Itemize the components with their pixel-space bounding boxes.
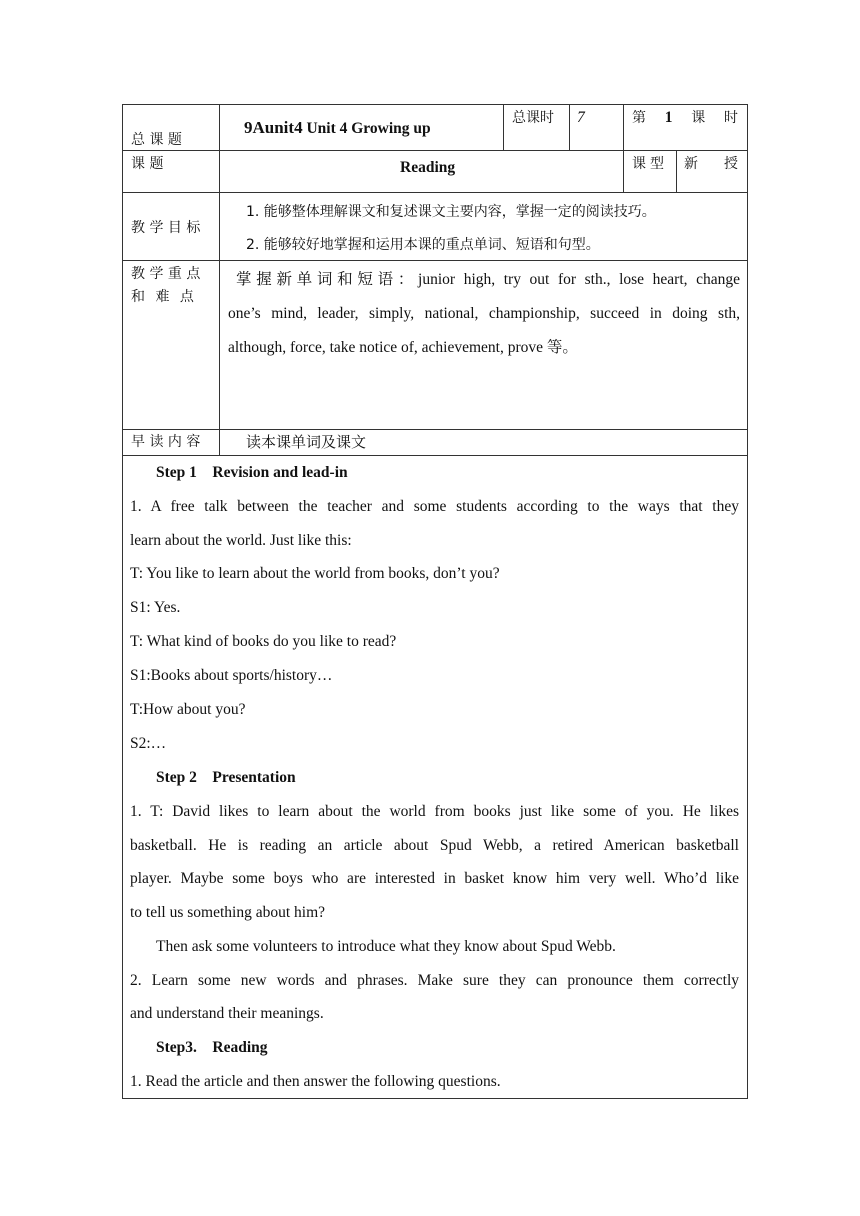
objective-item: 2. 能够较好地掌握和运用本课的重点单词、短语和句型。: [246, 237, 600, 253]
lesson-number-unit-shi: 时: [724, 110, 738, 126]
lesson-number-prefix: 第: [632, 110, 646, 126]
key-points-label-line1: 教 学 重 点: [131, 266, 201, 282]
total-topic-label-text: 总 课 题: [131, 132, 182, 148]
step2-paragraph-line: and understand their meanings.: [130, 1005, 324, 1022]
objectives-label: 教 学 目 标: [131, 220, 201, 236]
objective-item: 1. 能够整体理解课文和复述课文主要内容，掌握一定的阅读技巧。: [246, 204, 656, 220]
row-divider: [122, 429, 748, 430]
step2-paragraph-line: 1. T: David likes to learn about the world from books just like some of you. He likes: [130, 803, 739, 820]
step2-paragraph-line: player. Maybe some boys who are interested in basket know him very well. Who’d like: [130, 870, 739, 887]
dialog-line: S2:…: [130, 735, 167, 752]
step2-title: Step 2 Presentation: [156, 769, 296, 786]
step2-paragraph-line: to tell us something about him?: [130, 904, 326, 921]
lesson-number-value: 1: [664, 109, 673, 126]
preview-label: 早 读 内 容: [131, 434, 201, 450]
col-divider: [219, 104, 220, 455]
col-divider: [569, 104, 570, 150]
step2-paragraph-line: 2. Learn some new words and phrases. Make sure they can pronounce them correctly: [130, 972, 739, 989]
col-divider: [623, 104, 624, 192]
row-divider: [122, 455, 748, 456]
unit-title: Unit 4 Growing up: [302, 120, 431, 137]
topic-label: [131, 154, 211, 174]
key-points-line: 掌握新单词和短语：junior high, try out for sth., lose heart, change: [236, 271, 740, 288]
row-divider: [122, 150, 748, 151]
step3-title: Step3. Reading: [156, 1039, 268, 1056]
key-points-line: one’s mind, leader, simply, national, championship, succeed in doing sth,: [228, 305, 740, 322]
step3-paragraph-line: 1. Read the article and then answer the following questions.: [130, 1073, 501, 1090]
total-hours-value: 7: [577, 109, 585, 126]
type-label: 课型: [632, 156, 668, 172]
topic-label-text: 课 题: [131, 156, 164, 172]
col-divider: [676, 150, 677, 192]
step1-paragraph-line: 1. A free talk between the teacher and some students according to the ways that they: [130, 498, 739, 515]
dialog-line: T:How about you?: [130, 701, 246, 718]
total-hours-label: 总课时: [512, 110, 554, 126]
unit-code: 9Aunit4: [244, 118, 303, 137]
preview-value: 读本课单词及课文: [246, 433, 367, 451]
step1-title: Step 1 Revision and lead-in: [156, 464, 348, 481]
type-value-a: 新: [684, 156, 698, 172]
row-divider: [122, 260, 748, 261]
col-divider: [503, 104, 504, 150]
dialog-line: T: You like to learn about the world from books, don’t you?: [130, 565, 500, 582]
step2-paragraph-line: basketball. He is reading an article about Spud Webb, a retired American basketball: [130, 837, 739, 854]
dialog-line: S1:Books about sports/history…: [130, 667, 333, 684]
key-points-line: although, force, take notice of, achievement, prove 等。: [228, 339, 578, 356]
type-value-b: 授: [724, 156, 738, 172]
lesson-number: [632, 108, 738, 128]
row-divider: [122, 192, 748, 193]
total-topic-value: [244, 118, 431, 139]
topic-value: Reading: [400, 159, 456, 176]
total-topic-label: [131, 130, 211, 150]
key-points-label-line2: 和 难 点: [131, 289, 197, 305]
lesson-number-unit-ke: 课: [691, 110, 706, 126]
dialog-line: T: What kind of books do you like to read?: [130, 633, 397, 650]
dialog-line: S1: Yes.: [130, 599, 181, 616]
step1-paragraph-line: learn about the world. Just like this:: [130, 532, 352, 549]
step2-paragraph-line: Then ask some volunteers to introduce what they know about Spud Webb.: [156, 938, 616, 955]
type-value: [684, 154, 738, 174]
